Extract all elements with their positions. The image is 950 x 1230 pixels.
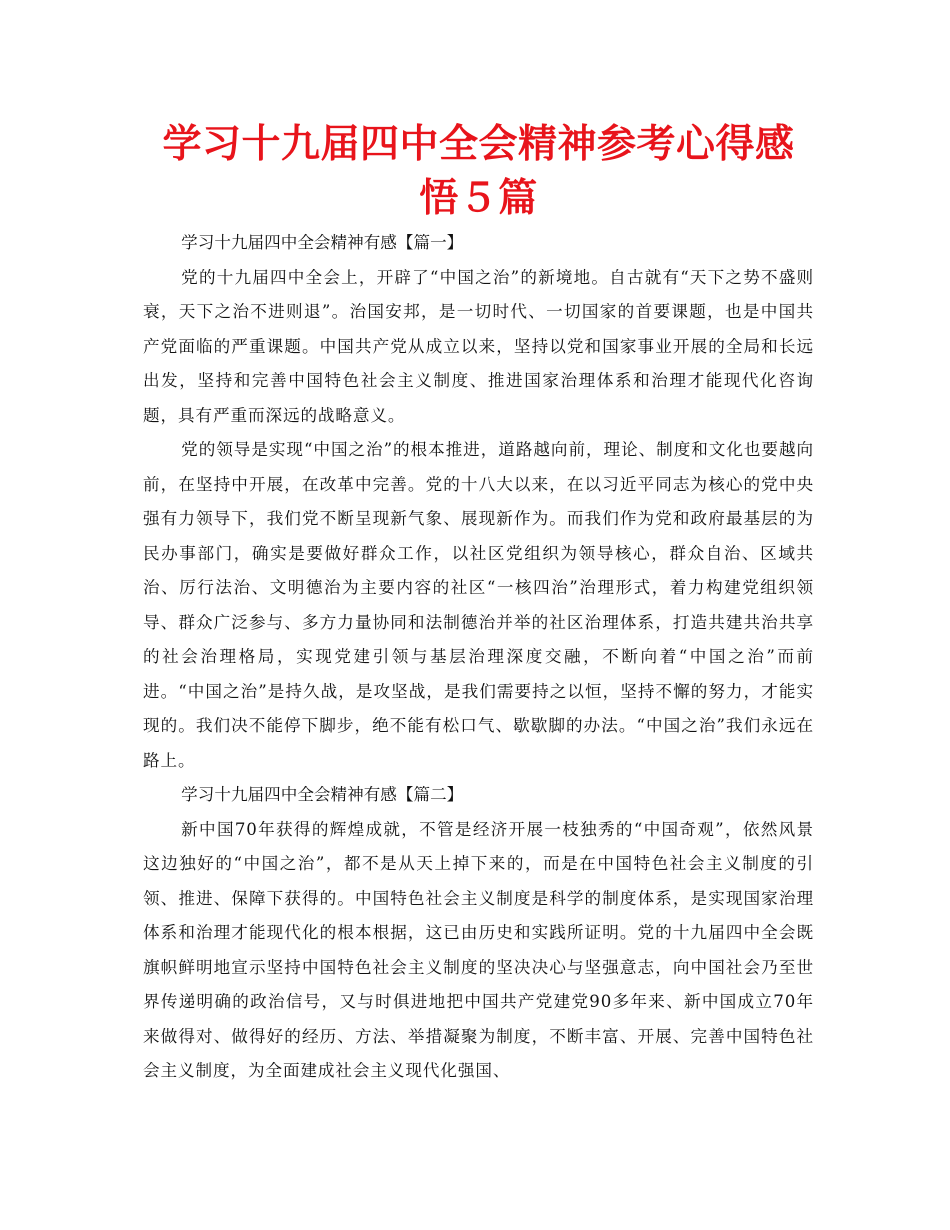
section-heading-2: 学习十九届四中全会精神有感【篇二】	[181, 785, 464, 804]
paragraph-1-2: 党的领导是实现“中国之治”的根本推进，道路越向前，理论、制度和文化也要越向前，在坚持中开展，在改革中完善。党的十八大以来，在以习近平同志为核心的党中央强有力领导下，我们党不断呈现新气象、展现新作为。而我们作为党和政府最基层的为民办事部门，确实是要做好群众工作，以社区党组织为领导核心，群众自治、区域共治、厉行法治、文明德治为主要内容的社区“一核四治”治理形式，着力构建党组织领导、群众广泛参与、多方力量协同和法制德治并举的社区治理体系，打造共建共治共享的社会治理格局，实现党建引领与基层治理深度交融，不断向着“中国之治”而前进。“中国之治”是持久战，是攻坚战，是我们需要持之以恒，坚持不懈的努力，才能实现的。我们决不能停下脚步，绝不能有松口气、歇歇脚的办法。“中国之治”我们永远在路上。	[143, 440, 814, 770]
section-heading-1: 学习十九届四中全会精神有感【篇一】	[181, 233, 464, 252]
paragraph-1-1: 党的十九届四中全会上，开辟了“中国之治”的新境地。自古就有“天下之势不盛则衰，天下之治不进则退”。治国安邦，是一切时代、一切国家的首要课题，也是中国共产党面临的严重课题。中国共产党从成立以来，坚持以党和国家事业开展的全局和长远出发，坚持和完善中国特色社会主义制度、推进国家治理体系和治理才能现代化咨询题，具有严重而深远的战略意义。	[143, 267, 814, 425]
document-page	[143, 118, 814, 1089]
document-title: 学习十九届四中全会精神参考心得感悟５篇	[162, 122, 795, 221]
paragraph-2-1: 新中国70年获得的辉煌成就，不管是经济开展一枝独秀的“中国奇观”，依然风景这边独好的“中国之治”，都不是从天上掉下来的，而是在中国特色社会主义制度的引领、推进、保障下获得的。中国特色社会主义制度是科学的制度体系，是实现国家治理体系和治理才能现代化的根本根据，这已由历史和实践所证明。党的十九届四中全会既旗帜鲜明地宣示坚持中国特色社会主义制度的坚决决心与坚强意志，向中国社会乃至世界传递明确的政治信号，又与时俱进地把中国共产党建党90多年来、新中国成立70年来做得对、做得好的经历、方法、举措凝聚为制度，不断丰富、开展、完善中国特色社会主义制度，为全面建成社会主义现代化强国、	[143, 819, 814, 1080]
